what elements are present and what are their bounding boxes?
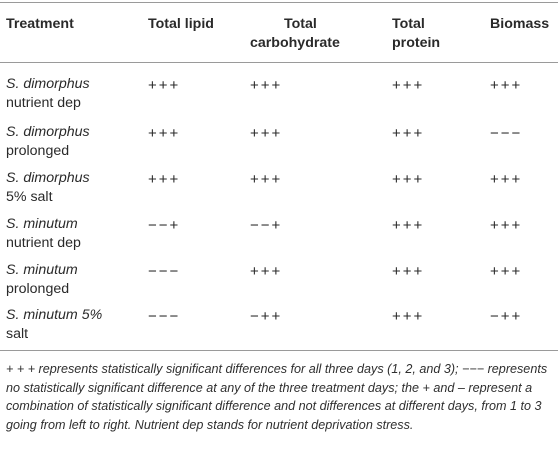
row-species: S. minutum xyxy=(6,216,78,232)
table-footnote: + + + represents statistically significant differences for all three days (1, 2, and 3); −−− represents no statistically significant difference at any of the three treatment days; the + and – represent a combination of statistically significant difference and not differences at different days, from 1 to 3 going from left to right. Nutrient dep stands for nutrient deprivation stress. xyxy=(6,362,548,432)
row-species: S. dimorphus xyxy=(6,124,90,140)
header-total-lipid: Total lipid xyxy=(148,16,214,32)
header-carb-line1: Total xyxy=(284,16,317,32)
cell-lipid: +++ xyxy=(148,171,181,188)
row-species: S. dimorphus xyxy=(6,76,90,92)
cell-protein: +++ xyxy=(392,171,425,188)
cell-carbohydrate: +++ xyxy=(250,77,283,94)
cell-protein: +++ xyxy=(392,217,425,234)
header-treatment: Treatment xyxy=(6,16,74,32)
cell-biomass: +++ xyxy=(490,77,523,94)
row-species: S. minutum xyxy=(6,262,78,278)
cell-lipid: +++ xyxy=(148,125,181,142)
top-rule xyxy=(0,2,558,3)
cell-protein: +++ xyxy=(392,125,425,142)
header-carb-line2: carbohydrate xyxy=(250,35,340,51)
cell-biomass: −−− xyxy=(490,125,523,142)
cell-protein: +++ xyxy=(392,263,425,280)
cell-lipid: −−− xyxy=(148,308,181,325)
cell-carbohydrate: +++ xyxy=(250,125,283,142)
row-condition: prolonged xyxy=(6,281,70,297)
cell-lipid: −−− xyxy=(148,263,181,280)
row-condition: salt xyxy=(6,326,29,342)
cell-biomass: +++ xyxy=(490,217,523,234)
row-condition: 5% salt xyxy=(6,189,53,205)
cell-carbohydrate: −−+ xyxy=(250,217,283,234)
cell-lipid: +++ xyxy=(148,77,181,94)
row-condition: nutrient dep xyxy=(6,235,81,251)
row-species: S. dimorphus xyxy=(6,170,90,186)
header-biomass: Biomass xyxy=(490,16,550,32)
cell-lipid: −−+ xyxy=(148,217,181,234)
cell-protein: +++ xyxy=(392,308,425,325)
cell-biomass: −++ xyxy=(490,308,523,325)
bottom-rule xyxy=(0,350,558,351)
cell-carbohydrate: +++ xyxy=(250,263,283,280)
cell-carbohydrate: +++ xyxy=(250,171,283,188)
row-species: S. minutum 5% xyxy=(6,307,103,323)
cell-biomass: +++ xyxy=(490,263,523,280)
header-rule xyxy=(0,62,558,63)
cell-protein: +++ xyxy=(392,77,425,94)
row-condition: prolonged xyxy=(6,143,70,159)
header-protein-line1: Total xyxy=(392,16,425,32)
header-protein-line2: protein xyxy=(392,35,441,51)
cell-carbohydrate: −++ xyxy=(250,308,283,325)
row-condition: nutrient dep xyxy=(6,95,81,111)
cell-biomass: +++ xyxy=(490,171,523,188)
